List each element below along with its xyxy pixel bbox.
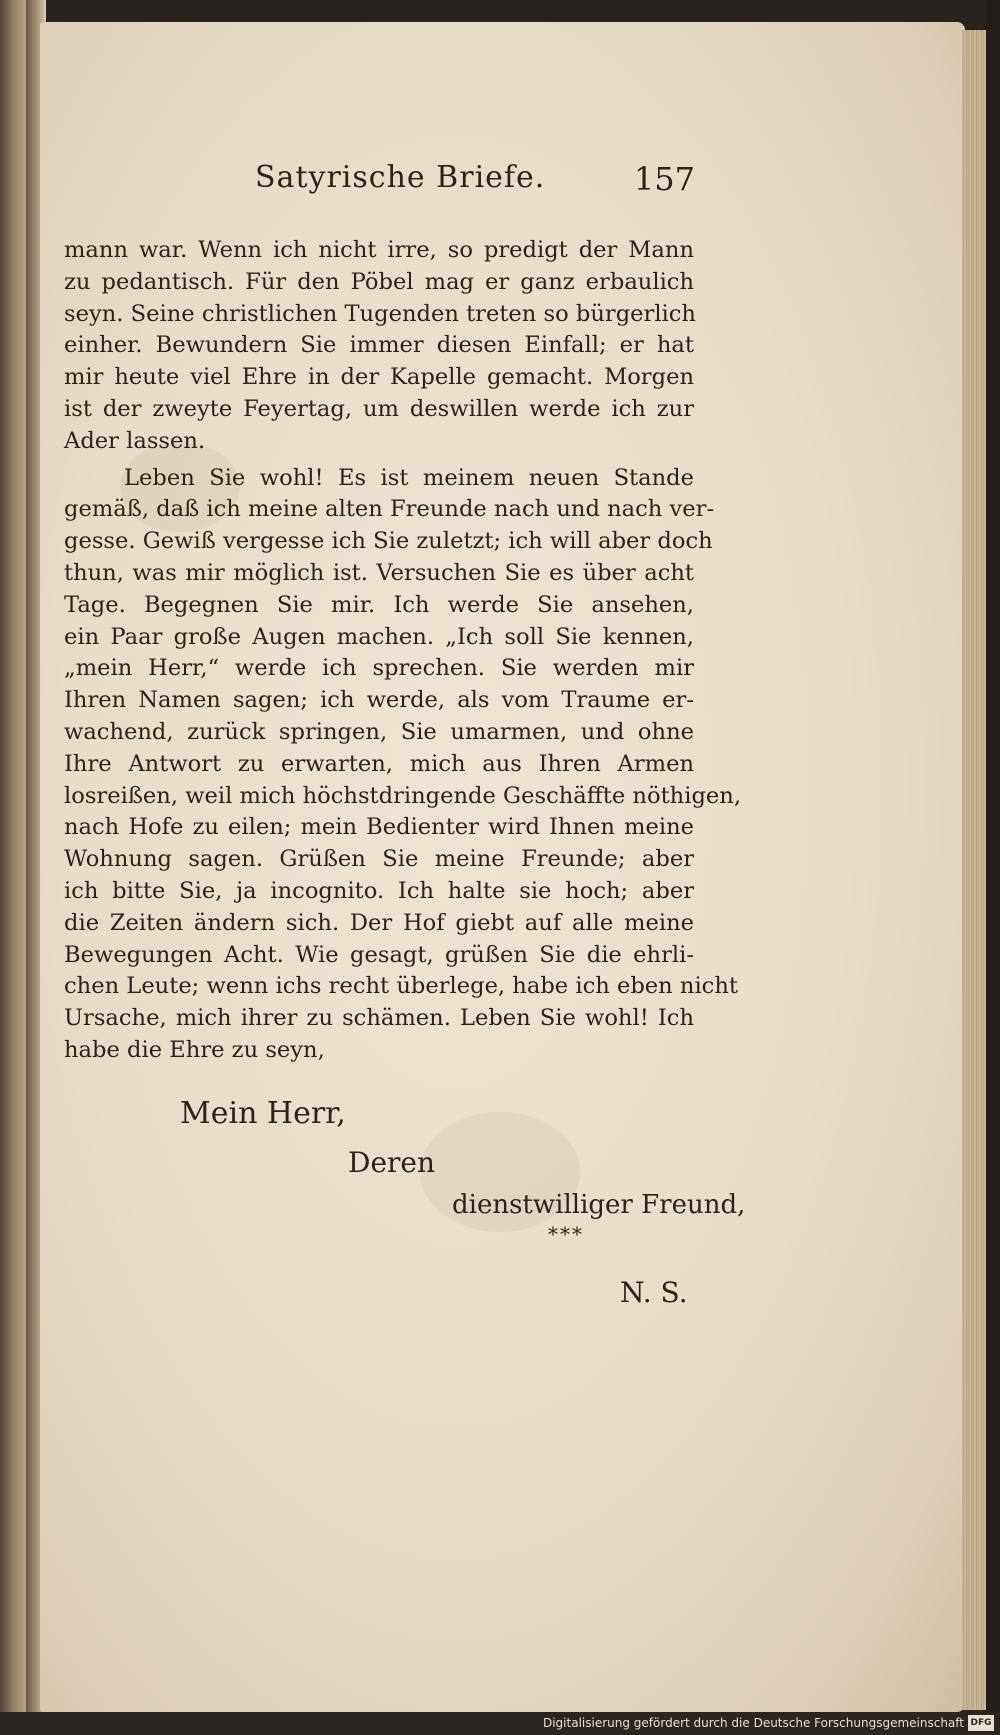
text-line: mann war. Wenn ich nicht irre, so predigt der Mann — [64, 237, 694, 263]
text-line: ein Paar große Augen machen. „Ich soll Sie kennen, — [64, 623, 694, 650]
closing-deren: Deren — [348, 1146, 436, 1179]
letter-closing — [0, 1080, 1000, 1330]
book-cover-edge — [986, 0, 1000, 1735]
text-line: Ursache, mich ihrer zu schämen. Leben Sie wohl! Ich — [64, 1005, 694, 1032]
body-text — [64, 235, 742, 1067]
page-stack-edges — [962, 30, 988, 1710]
text-line: thun, was mir möglich ist. Versuchen Sie es über acht — [64, 559, 694, 586]
text-line: ist der zweyte Feyertag, um deswillen werde ich zur — [64, 395, 694, 422]
footer-bar — [0, 1712, 1000, 1735]
text-line: gemäß, daß ich meine alten Freunde nach und nach ver- — [64, 496, 715, 523]
text-line: ich bitte Sie, ja incognito. Ich halte sie hoch; aber — [64, 877, 694, 904]
text-line: Wohnung sagen. Grüßen Sie meine Freunde; aber — [64, 846, 694, 873]
text-line: seyn. Seine christlichen Tugenden treten so bürgerlich — [64, 300, 696, 327]
text-line: einher. Bewundern Sie immer diesen Einfall; er hat — [64, 332, 694, 359]
page-number: 157 — [633, 160, 695, 198]
signature-initials: N. S. — [620, 1276, 688, 1309]
text-line: zu pedantisch. Für den Pöbel mag er ganz erbaulich — [64, 268, 694, 295]
text-line: gesse. Gewiß vergesse ich Sie zuletzt; ich will aber doch — [64, 528, 713, 555]
text-line: die Zeiten ändern sich. Der Hof giebt auf alle meine — [64, 909, 694, 936]
text-line: habe die Ehre zu seyn, — [64, 1036, 325, 1063]
closing-asterisks: *** — [548, 1222, 584, 1246]
text-line: Ader lassen. — [64, 427, 206, 454]
text-line: Bewegungen Acht. Wie gesagt, grüßen Sie die ehrli- — [64, 941, 694, 968]
footer-credit: Digitalisierung gefördert durch die Deutsche Forschungsgemeinschaft — [542, 1716, 964, 1730]
text-line: Tage. Begegnen Sie mir. Ich werde Sie ansehen, — [64, 591, 694, 618]
closing-salutation: Mein Herr, — [180, 1096, 346, 1131]
text-line: nach Hofe zu eilen; mein Bedienter wird Ihnen meine — [64, 814, 694, 841]
text-line: Ihren Namen sagen; ich werde, als vom Traume er- — [64, 687, 694, 714]
text-line: „mein Herr,“ werde ich sprechen. Sie werden mir — [64, 655, 694, 682]
text-line: Leben Sie wohl! Es ist meinem neuen Stande — [124, 464, 694, 491]
text-line: mir heute viel Ehre in der Kapelle gemacht. Morgen — [64, 364, 694, 391]
previous-page-edge — [0, 0, 26, 1735]
text-line: wachend, zurück springen, Sie umarmen, und ohne — [64, 718, 694, 745]
closing-signoff: dienstwilliger Freund, — [452, 1190, 746, 1220]
text-line: losreißen, weil mich höchstdringende Geschäffte nöthigen, — [64, 782, 742, 809]
running-head-title: Satyrische Briefe. — [255, 160, 546, 195]
dfg-logo: DFG — [968, 1715, 994, 1731]
text-line: chen Leute; wenn ichs recht überlege, habe ich eben nicht — [64, 973, 738, 1000]
text-line: Ihre Antwort zu erwarten, mich aus Ihren Armen — [64, 750, 694, 777]
